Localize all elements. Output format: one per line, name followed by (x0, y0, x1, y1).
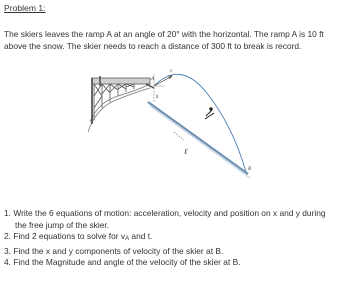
ski-jump-figure (88, 62, 263, 182)
question-item-continuation: the free jump of the skier. (15, 219, 110, 230)
label-velocity: v (170, 69, 173, 74)
question-item: 1. Write the 6 equations of motion: acceleration, velocity and position on x and y during (4, 208, 326, 218)
problem-statement (4, 28, 344, 52)
label-point-a: A (151, 77, 155, 82)
question-item: 2. Find 2 equations to solve for vA and t. (4, 231, 153, 243)
label-height: h (156, 95, 159, 100)
distance-marker (174, 132, 184, 140)
question-item: 4. Find the Magnitude and angle of the velocity of the skier at B. (4, 257, 241, 268)
statement-line: The skiers leaves the ramp A at an angle of 20° with the horizontal. The ramp A is 10 ft (4, 29, 324, 39)
skier-icon (205, 108, 214, 119)
question-item: 3. Find the x and y components of velocity of the skier at B. (4, 245, 224, 256)
ramp-edge (146, 84, 154, 88)
statement-line: above the snow. The skier needs to reach a distance of 300 ft to break is record. (4, 41, 302, 51)
velocity-arrow (154, 76, 172, 86)
problem-title: Problem 1: (4, 3, 46, 13)
label-point-b: B (248, 167, 252, 172)
label-distance: ℓ (184, 147, 188, 156)
snow-slope (148, 102, 248, 174)
trajectory-curve (154, 74, 246, 172)
ski-jump-diagram (88, 62, 263, 182)
ski-tower (88, 76, 150, 132)
question-list (4, 208, 344, 269)
